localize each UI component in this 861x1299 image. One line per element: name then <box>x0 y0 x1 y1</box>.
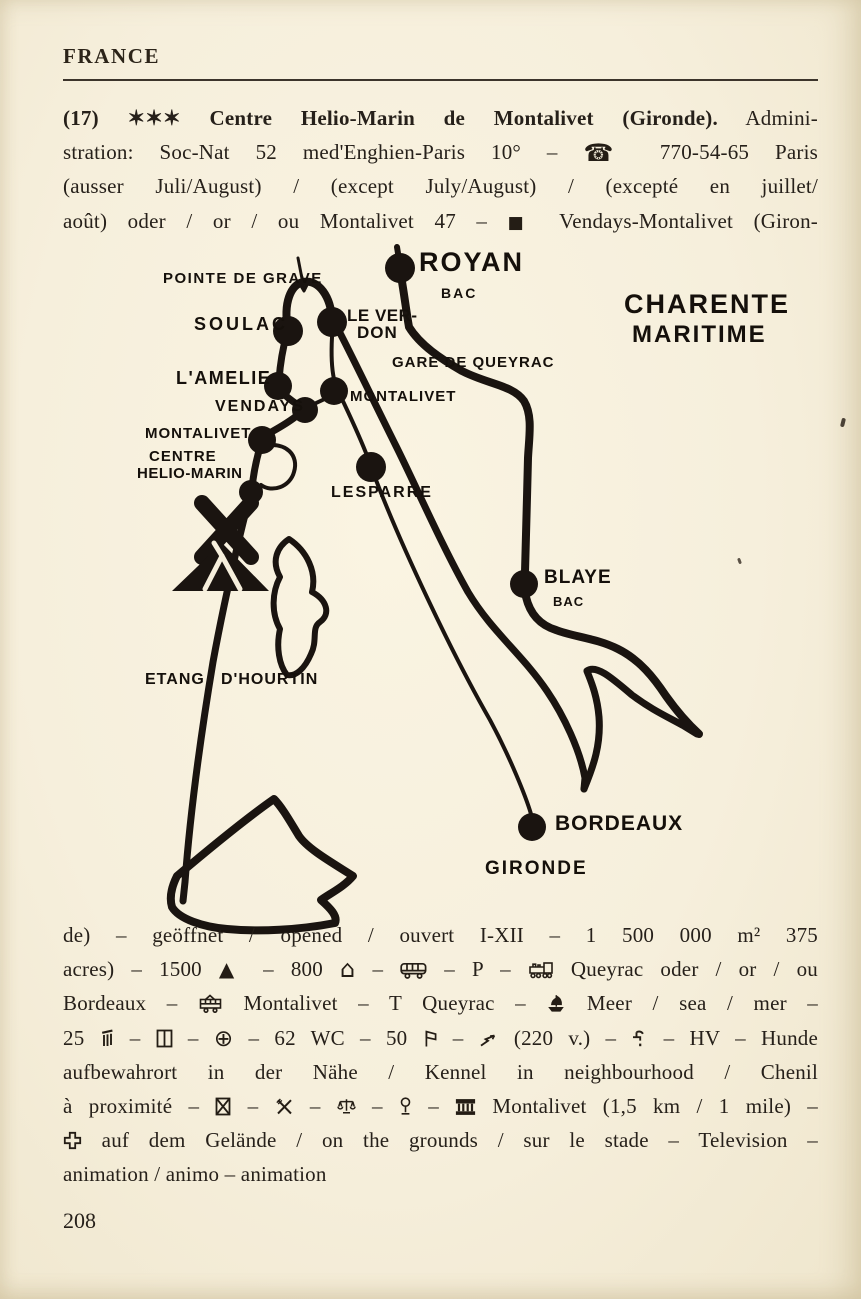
text-segment: (ausser Juli/August) / (except July/August) / (excepté en juillet/ <box>63 174 818 199</box>
text-segment: aufbewahrort in der Nähe / Kennel in neighbourhood / Chenil <box>63 1059 818 1084</box>
dot-montalivet-coast <box>248 426 276 454</box>
label-le-ver: LE VER- <box>347 306 418 325</box>
tent-filled-icon: ▲ <box>218 957 247 982</box>
label-royan: ROYAN <box>419 247 525 277</box>
crossed-box-icon <box>215 1097 231 1116</box>
text-segment: – <box>172 1025 214 1050</box>
etang-hourtin-outline <box>274 539 327 675</box>
label-etang: ETANG <box>145 671 205 688</box>
dot-blaye <box>510 570 538 598</box>
text-segment: – <box>411 1094 456 1119</box>
text-segment: – <box>355 1094 399 1119</box>
text-segment: de) – geöffnet / opened / ouvert I-XII – 1 500 000 m² 375 <box>63 923 818 947</box>
kiosk-icon <box>156 1029 173 1048</box>
gironde-east-bank <box>526 594 699 734</box>
text-line <box>63 169 818 203</box>
text-segment: (220 v.) – <box>498 1025 632 1050</box>
bungalow-icon: ⌂ <box>339 955 356 984</box>
text-segment: à proximité – <box>63 1094 216 1119</box>
wine-glass-icon <box>399 1097 412 1116</box>
black-square-icon: ■ <box>507 212 540 233</box>
estuary-west-bank <box>339 331 585 789</box>
first-aid-cross-icon <box>63 1131 82 1150</box>
text-line <box>63 1123 818 1157</box>
text-segment: – <box>293 1094 337 1119</box>
dot-bordeaux <box>518 813 546 841</box>
label-maritime: MARITIME <box>632 321 767 348</box>
sailing-icon <box>546 994 566 1013</box>
text-segment: – <box>231 1094 275 1119</box>
circle-cross-icon: ⊕ <box>213 1025 234 1052</box>
charente-coast <box>400 270 530 572</box>
dot-le-verdon <box>317 307 347 337</box>
text-segment: Bordeaux – <box>63 991 198 1016</box>
text-line <box>63 1055 818 1089</box>
text-segment: – 800 <box>246 957 340 982</box>
text-segment: – <box>114 1025 156 1050</box>
label-royan-bac: BAC <box>441 285 478 301</box>
label-soulac: SOULAC <box>194 314 288 334</box>
dot-royan <box>385 253 415 283</box>
text-segment: – HV – Hunde <box>648 1025 818 1050</box>
label-helio-marin: HELIO-MARIN <box>137 465 243 482</box>
dot-lesparre <box>356 452 386 482</box>
page-number: 208 <box>63 1208 96 1233</box>
text-segment: acres) – 1500 <box>63 957 219 982</box>
label-gare-de-queyrac: GARE DE QUEYRAC <box>392 354 555 371</box>
page-header: FRANCE <box>63 44 161 68</box>
label-lesparre: LESPARRE <box>331 484 433 501</box>
text-line <box>63 1157 818 1191</box>
dordogne-bank <box>587 669 697 734</box>
electricity-icon <box>479 1033 499 1048</box>
text-segment: – P – <box>427 957 528 982</box>
label-gironde: GIRONDE <box>485 858 588 879</box>
restaurant-icon <box>275 1097 294 1116</box>
text-segment: – <box>355 957 401 982</box>
label-vendays: VENDAYS <box>215 398 305 415</box>
tram-icon <box>198 994 223 1013</box>
text-segment: Montalivet – T Queyrac – <box>222 991 547 1016</box>
label-l-amelie: L'AMELIE <box>176 368 272 388</box>
text-segment: Montalivet (1,5 km / 1 mile) – <box>476 1094 818 1119</box>
text-segment: Vendays-Montalivet (Giron- <box>539 208 818 233</box>
label-pointe-de-grave: POINTE DE GRAVE <box>163 270 323 287</box>
water-tap-icon <box>631 1030 648 1048</box>
legend-paragraph <box>63 918 818 1192</box>
label-don: DON <box>357 323 398 342</box>
dot-montalivet-route <box>320 377 348 405</box>
text-segment: Meer / sea / mer – <box>566 991 818 1016</box>
text-line <box>63 952 818 986</box>
scales-icon <box>337 1097 356 1116</box>
label-montalivet-route: MONTALIVET <box>350 388 457 405</box>
label-montalivet-coast: MONTALIVET <box>145 425 252 442</box>
text-line <box>63 986 818 1020</box>
text-line <box>63 204 818 238</box>
dot-l-amelie <box>264 372 292 400</box>
text-segment: – 62 WC – 50 <box>233 1025 423 1050</box>
text-segment: stration: Soc-Nat 52 med'Enghien-Paris 10° – <box>63 140 584 165</box>
text-line <box>63 1021 818 1055</box>
forest-outline <box>171 799 353 930</box>
text-segment: 25 <box>63 1025 100 1050</box>
text-segment: août) oder / or / ou Montalivet 47 – <box>63 208 508 233</box>
label-charente: CHARENTE <box>624 289 791 319</box>
text-segment: auf dem Gelände / on the grounds / sur le stade – Television – <box>82 1128 818 1153</box>
bus-icon <box>400 962 427 979</box>
text-segment: (17) ✶✶✶ Centre Helio-Marin de Montalivet (Gironde). <box>63 106 718 130</box>
text-segment: – <box>437 1025 479 1050</box>
label-centre: CENTRE <box>149 448 217 465</box>
telephone-icon: ☎ <box>583 139 634 168</box>
road-verdon-montalivet <box>332 337 334 379</box>
text-line <box>63 135 818 169</box>
washbasin-icon <box>423 1029 438 1048</box>
road-montalivet-lesparre <box>341 397 366 453</box>
label-blaye-bac: BAC <box>553 594 585 609</box>
text-segment: Queyrac oder / or / ou <box>553 957 818 982</box>
railway-icon <box>528 961 554 979</box>
dot-soulac <box>273 316 303 346</box>
text-segment: Admini- <box>717 106 818 130</box>
label-bordeaux: BORDEAUX <box>555 812 684 835</box>
label-d-hourtin: D'HOURTIN <box>221 671 319 688</box>
text-line <box>63 101 818 135</box>
label-blaye: BLAYE <box>544 567 612 588</box>
text-line <box>63 918 818 952</box>
text-line <box>63 1089 818 1123</box>
text-segment: 770-54-65 Paris <box>633 140 818 165</box>
entry-paragraph <box>63 101 818 238</box>
dot-vendays <box>292 397 318 423</box>
shower-icon <box>100 1029 115 1048</box>
dot-centre-helio-marin <box>239 480 263 504</box>
bank-icon <box>455 1098 476 1116</box>
text-segment: animation / animo – animation <box>63 1162 327 1187</box>
